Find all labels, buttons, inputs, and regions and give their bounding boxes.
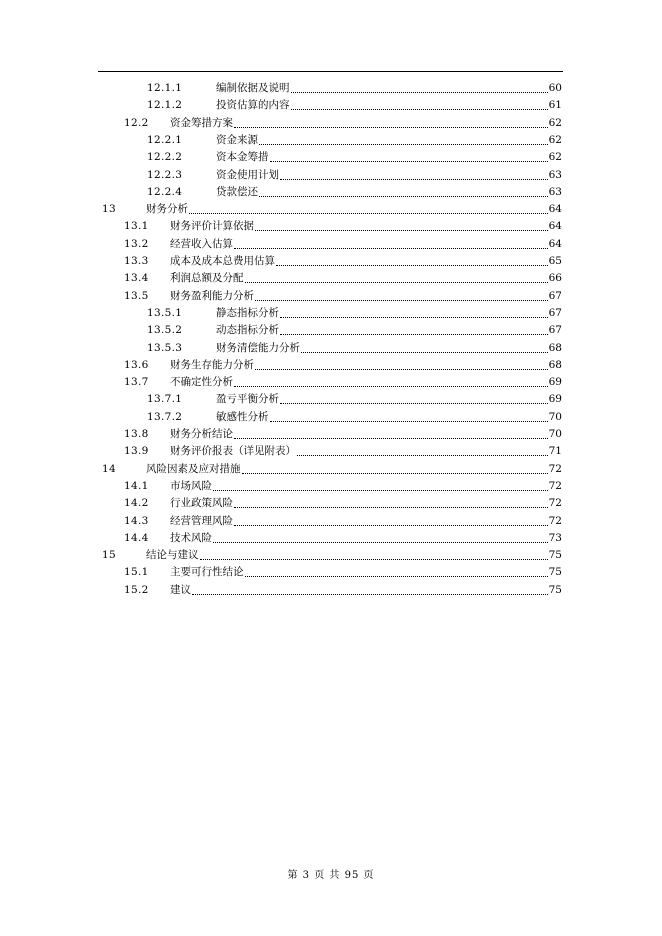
toc-entry-number: 13.8 <box>124 428 149 440</box>
toc-entry[interactable] <box>147 133 562 147</box>
toc-entry-title: 盈亏平衡分析 <box>216 393 279 406</box>
toc-dot-leader <box>242 473 548 474</box>
toc-entry-number: 14.2 <box>124 497 149 510</box>
toc-dot-leader <box>280 403 548 404</box>
toc-dot-leader <box>255 230 548 231</box>
toc-entry-page-number: 70 <box>548 428 562 440</box>
toc-entry-title: 成本及成本总费用估算 <box>170 255 275 267</box>
toc-entry[interactable] <box>124 219 562 233</box>
toc-entry[interactable] <box>147 410 562 424</box>
toc-entry[interactable] <box>147 306 562 320</box>
toc-entry-title: 经营管理风险 <box>170 514 233 527</box>
toc-entry-number: 13.3 <box>124 255 149 267</box>
toc-entry[interactable] <box>124 237 562 251</box>
toc-entry[interactable] <box>124 289 562 303</box>
toc-dot-leader <box>200 559 548 560</box>
toc-entry[interactable] <box>147 323 562 337</box>
toc-entry-title: 敏感性分析 <box>216 410 269 423</box>
toc-entry[interactable] <box>124 565 562 579</box>
toc-dot-leader <box>234 507 548 508</box>
toc-entry-number: 12.1.1 <box>147 82 183 94</box>
toc-dot-leader <box>280 179 548 180</box>
toc-dot-leader <box>234 438 548 439</box>
toc-entry-title: 贷款偿还 <box>216 185 258 198</box>
toc-entry-number: 12.1.2 <box>147 99 183 112</box>
toc-entry[interactable] <box>124 531 562 545</box>
toc-entry-page-number: 75 <box>548 566 562 579</box>
toc-entry-title: 财务分析 <box>146 203 188 216</box>
toc-entry-title: 不确定性分析 <box>170 376 233 389</box>
toc-entry-number: 15 <box>102 549 116 562</box>
toc-entry-page-number: 72 <box>548 462 562 475</box>
toc-entry-page-number: 66 <box>548 272 562 285</box>
toc-entry-page-number: 61 <box>548 99 562 112</box>
toc-dot-leader <box>280 334 548 335</box>
toc-entry-title: 主要可行性结论 <box>170 566 244 579</box>
toc-entry-page-number: 64 <box>548 203 562 216</box>
toc-entry-title: 静态指标分析 <box>216 306 279 319</box>
toc-dot-leader <box>291 92 548 93</box>
toc-entry-number: 13.1 <box>124 220 149 233</box>
toc-entry[interactable] <box>124 358 562 372</box>
toc-dot-leader <box>245 282 548 283</box>
toc-dot-leader <box>255 300 548 301</box>
toc-entry-title: 财务评价计算依据 <box>170 220 254 233</box>
toc-dot-leader <box>259 196 548 197</box>
toc-entry-title: 动态指标分析 <box>216 324 279 337</box>
toc-entry[interactable] <box>102 462 562 476</box>
toc-entry[interactable] <box>147 341 562 355</box>
toc-entry[interactable] <box>147 150 562 164</box>
toc-entry-page-number: 69 <box>548 376 562 389</box>
toc-entry[interactable] <box>102 548 562 562</box>
toc-entry[interactable] <box>147 81 562 95</box>
toc-entry-page-number: 72 <box>548 479 562 492</box>
toc-entry-number: 13 <box>102 203 116 216</box>
toc-entry-title: 财务清偿能力分析 <box>216 341 300 354</box>
toc-entry-page-number: 72 <box>548 497 562 510</box>
toc-entry-title: 资金来源 <box>216 133 258 146</box>
toc-entry-number: 14 <box>102 462 116 475</box>
toc-dot-leader <box>213 542 548 543</box>
toc-entry[interactable] <box>124 116 562 130</box>
toc-dot-leader <box>301 352 548 353</box>
toc-dot-leader <box>276 265 548 266</box>
toc-entry-number: 12.2.2 <box>147 151 183 164</box>
toc-entry-number: 13.6 <box>124 358 149 371</box>
toc-dot-leader <box>270 161 548 162</box>
toc-entry[interactable] <box>124 496 562 510</box>
toc-entry[interactable] <box>147 185 562 199</box>
toc-entry-page-number: 62 <box>548 133 562 146</box>
toc-entry-number: 13.9 <box>124 445 149 458</box>
toc-entry-number: 13.7.2 <box>147 410 183 423</box>
toc-entry-title: 结论与建议 <box>146 549 199 562</box>
toc-dot-leader <box>234 386 548 387</box>
toc-entry-number: 13.7 <box>124 376 149 389</box>
toc-entry-number: 13.2 <box>124 237 149 250</box>
toc-entry-title: 财务分析结论 <box>170 428 233 440</box>
toc-dot-leader <box>291 109 548 110</box>
toc-entry-page-number: 67 <box>548 324 562 337</box>
toc-dot-leader <box>234 525 548 526</box>
toc-entry-number: 15.2 <box>124 583 149 596</box>
toc-entry-number: 13.5.3 <box>147 341 183 354</box>
toc-entry-title: 资金筹措方案 <box>170 116 233 129</box>
toc-entry[interactable] <box>124 444 562 458</box>
toc-entry-number: 12.2 <box>124 116 149 129</box>
toc-dot-leader <box>297 455 548 456</box>
toc-entry[interactable] <box>124 271 562 285</box>
toc-entry-page-number: 63 <box>548 185 562 198</box>
toc-entry-page-number: 72 <box>548 514 562 527</box>
toc-dot-leader <box>245 576 548 577</box>
toc-entry-title: 资本金筹措 <box>216 151 269 164</box>
toc-dot-leader <box>255 369 548 370</box>
toc-entry-number: 14.4 <box>124 531 149 544</box>
toc-entry-page-number: 67 <box>548 306 562 319</box>
toc-entry[interactable] <box>124 583 562 597</box>
toc-entry-title: 编制依据及说明 <box>216 82 290 94</box>
toc-entry-title: 财务评价报表（详见附表） <box>170 445 296 458</box>
toc-entry-number: 12.2.1 <box>147 133 183 146</box>
page-footer: 第 3 页 共 95 页 <box>287 870 375 881</box>
toc-entry-page-number: 64 <box>548 237 562 250</box>
header-rule <box>98 71 563 72</box>
toc-dot-leader <box>192 594 548 595</box>
toc-entry-page-number: 62 <box>548 116 562 129</box>
toc-dot-leader <box>259 144 548 145</box>
toc-entry-page-number: 75 <box>548 549 562 562</box>
toc-entry-title: 技术风险 <box>170 531 212 544</box>
toc-entry-number: 12.2.4 <box>147 185 183 198</box>
toc-entry-number: 14.1 <box>124 479 149 492</box>
toc-entry-title: 建议 <box>170 583 191 596</box>
toc-entry-number: 13.5.2 <box>147 324 183 337</box>
toc-entry-page-number: 67 <box>548 289 562 302</box>
toc-entry[interactable] <box>124 254 562 268</box>
toc-dot-leader <box>234 127 548 128</box>
toc-dot-leader <box>189 213 548 214</box>
toc-entry-number: 14.3 <box>124 514 149 527</box>
toc-entry[interactable] <box>124 375 562 389</box>
toc-dot-leader <box>234 248 548 249</box>
toc-entry[interactable] <box>124 479 562 493</box>
toc-dot-leader <box>270 421 548 422</box>
toc-entry-title: 利润总额及分配 <box>170 272 244 285</box>
toc-entry[interactable] <box>147 168 562 182</box>
toc-entry-title: 财务盈利能力分析 <box>170 289 254 302</box>
toc-entry[interactable] <box>124 427 562 441</box>
toc-entry-number: 15.1 <box>124 566 149 579</box>
toc-entry-page-number: 75 <box>548 583 562 596</box>
toc-entry[interactable] <box>147 392 562 406</box>
toc-entry-page-number: 73 <box>548 531 562 544</box>
toc-entry-title: 资金使用计划 <box>216 168 279 181</box>
toc-entry-title: 财务生存能力分析 <box>170 358 254 371</box>
toc-entry-page-number: 68 <box>548 341 562 354</box>
toc-entry-page-number: 70 <box>548 410 562 423</box>
toc-entry-title: 风险因素及应对措施 <box>146 462 241 475</box>
toc-entry-number: 13.5.1 <box>147 306 183 319</box>
toc-entry-page-number: 65 <box>548 255 562 267</box>
toc-entry-page-number: 64 <box>548 220 562 233</box>
toc-entry-title: 经营收入估算 <box>170 237 233 250</box>
toc-entry[interactable] <box>102 202 562 216</box>
toc-entry-page-number: 71 <box>548 445 562 458</box>
toc-entry-title: 市场风险 <box>170 479 212 492</box>
toc-entry-number: 13.7.1 <box>147 393 183 406</box>
toc-entry-page-number: 63 <box>548 168 562 181</box>
toc-entry-number: 13.4 <box>124 272 149 285</box>
toc-dot-leader <box>280 317 548 318</box>
toc-entry-page-number: 69 <box>548 393 562 406</box>
toc-entry-number: 12.2.3 <box>147 168 183 181</box>
toc-entry-number: 13.5 <box>124 289 149 302</box>
toc-dot-leader <box>213 490 548 491</box>
toc-entry-title: 投资估算的内容 <box>216 99 290 112</box>
toc-entry-title: 行业政策风险 <box>170 497 233 510</box>
toc-entry-page-number: 62 <box>548 151 562 164</box>
toc-entry-page-number: 60 <box>548 82 562 94</box>
toc-entry[interactable] <box>147 98 562 112</box>
toc-entry-page-number: 68 <box>548 358 562 371</box>
toc-entry[interactable] <box>124 514 562 528</box>
